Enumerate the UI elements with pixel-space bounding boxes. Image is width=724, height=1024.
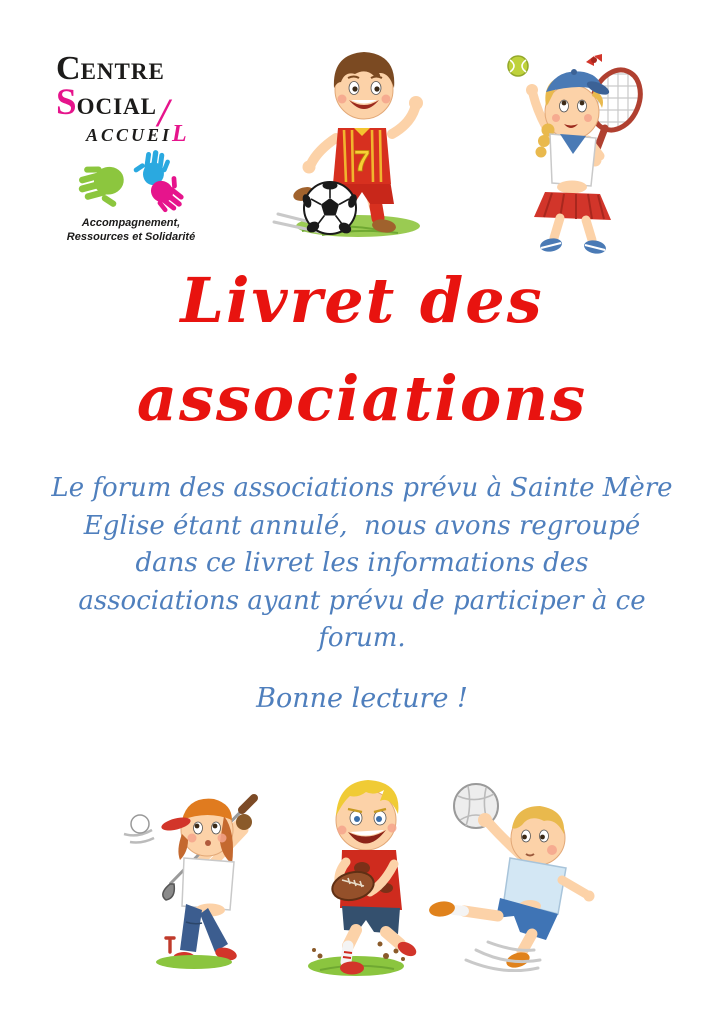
intro-line: forum. [318,623,406,653]
intro-paragraph [32,470,692,658]
logo-centre-rest: ENTRE [80,59,165,84]
skirt [534,192,611,220]
blue-handprint-icon [131,150,172,187]
logo-centre-initial: C [56,50,81,87]
hair-bow [586,54,602,66]
logo-social-initial: S [56,82,77,123]
jersey-number: 7 [353,145,371,178]
green-handprint-icon [73,158,130,214]
tagline-line1: Accompagnement, [81,217,181,229]
shoe [340,962,364,975]
soccer-boy-illustration [272,38,450,246]
page-title [0,252,724,448]
tagline-line2: Ressources et Solidarité [66,230,196,243]
shirt [182,858,234,910]
shoe [428,900,456,918]
logo-line-centre [56,52,216,86]
tennis-ball-icon [508,56,528,76]
title-line2: associations [136,362,588,435]
logo-tagline [56,217,206,245]
logo-slash: / [157,90,170,135]
intro-line: Eglise étant annulé, nous avons regroupé [83,510,641,541]
title-line1: Livret des [180,264,544,337]
shoe [539,237,563,254]
logo-accueil-text: ACCUEI [86,125,173,145]
intro-line: associations ayant prévu de participer à ce [78,585,646,616]
logo-line-accueil [86,122,216,146]
intro-line: dans ce livret les informations des [135,548,589,578]
glove [236,814,252,830]
logo-social-rest: OCIAL [76,94,157,119]
centre-social-logo [56,52,216,245]
tennis-girl-illustration [490,34,672,256]
golf-girl-illustration [112,772,297,970]
handball-boy-illustration [418,768,598,972]
intro-line: Le forum des associations prévu à Sainte Mère [51,473,673,503]
logo-accueil-final: L [172,121,190,147]
handprints-icon [70,150,198,214]
golf-ball-icon [131,815,149,833]
closing-text: Bonne lecture ! [256,683,468,714]
